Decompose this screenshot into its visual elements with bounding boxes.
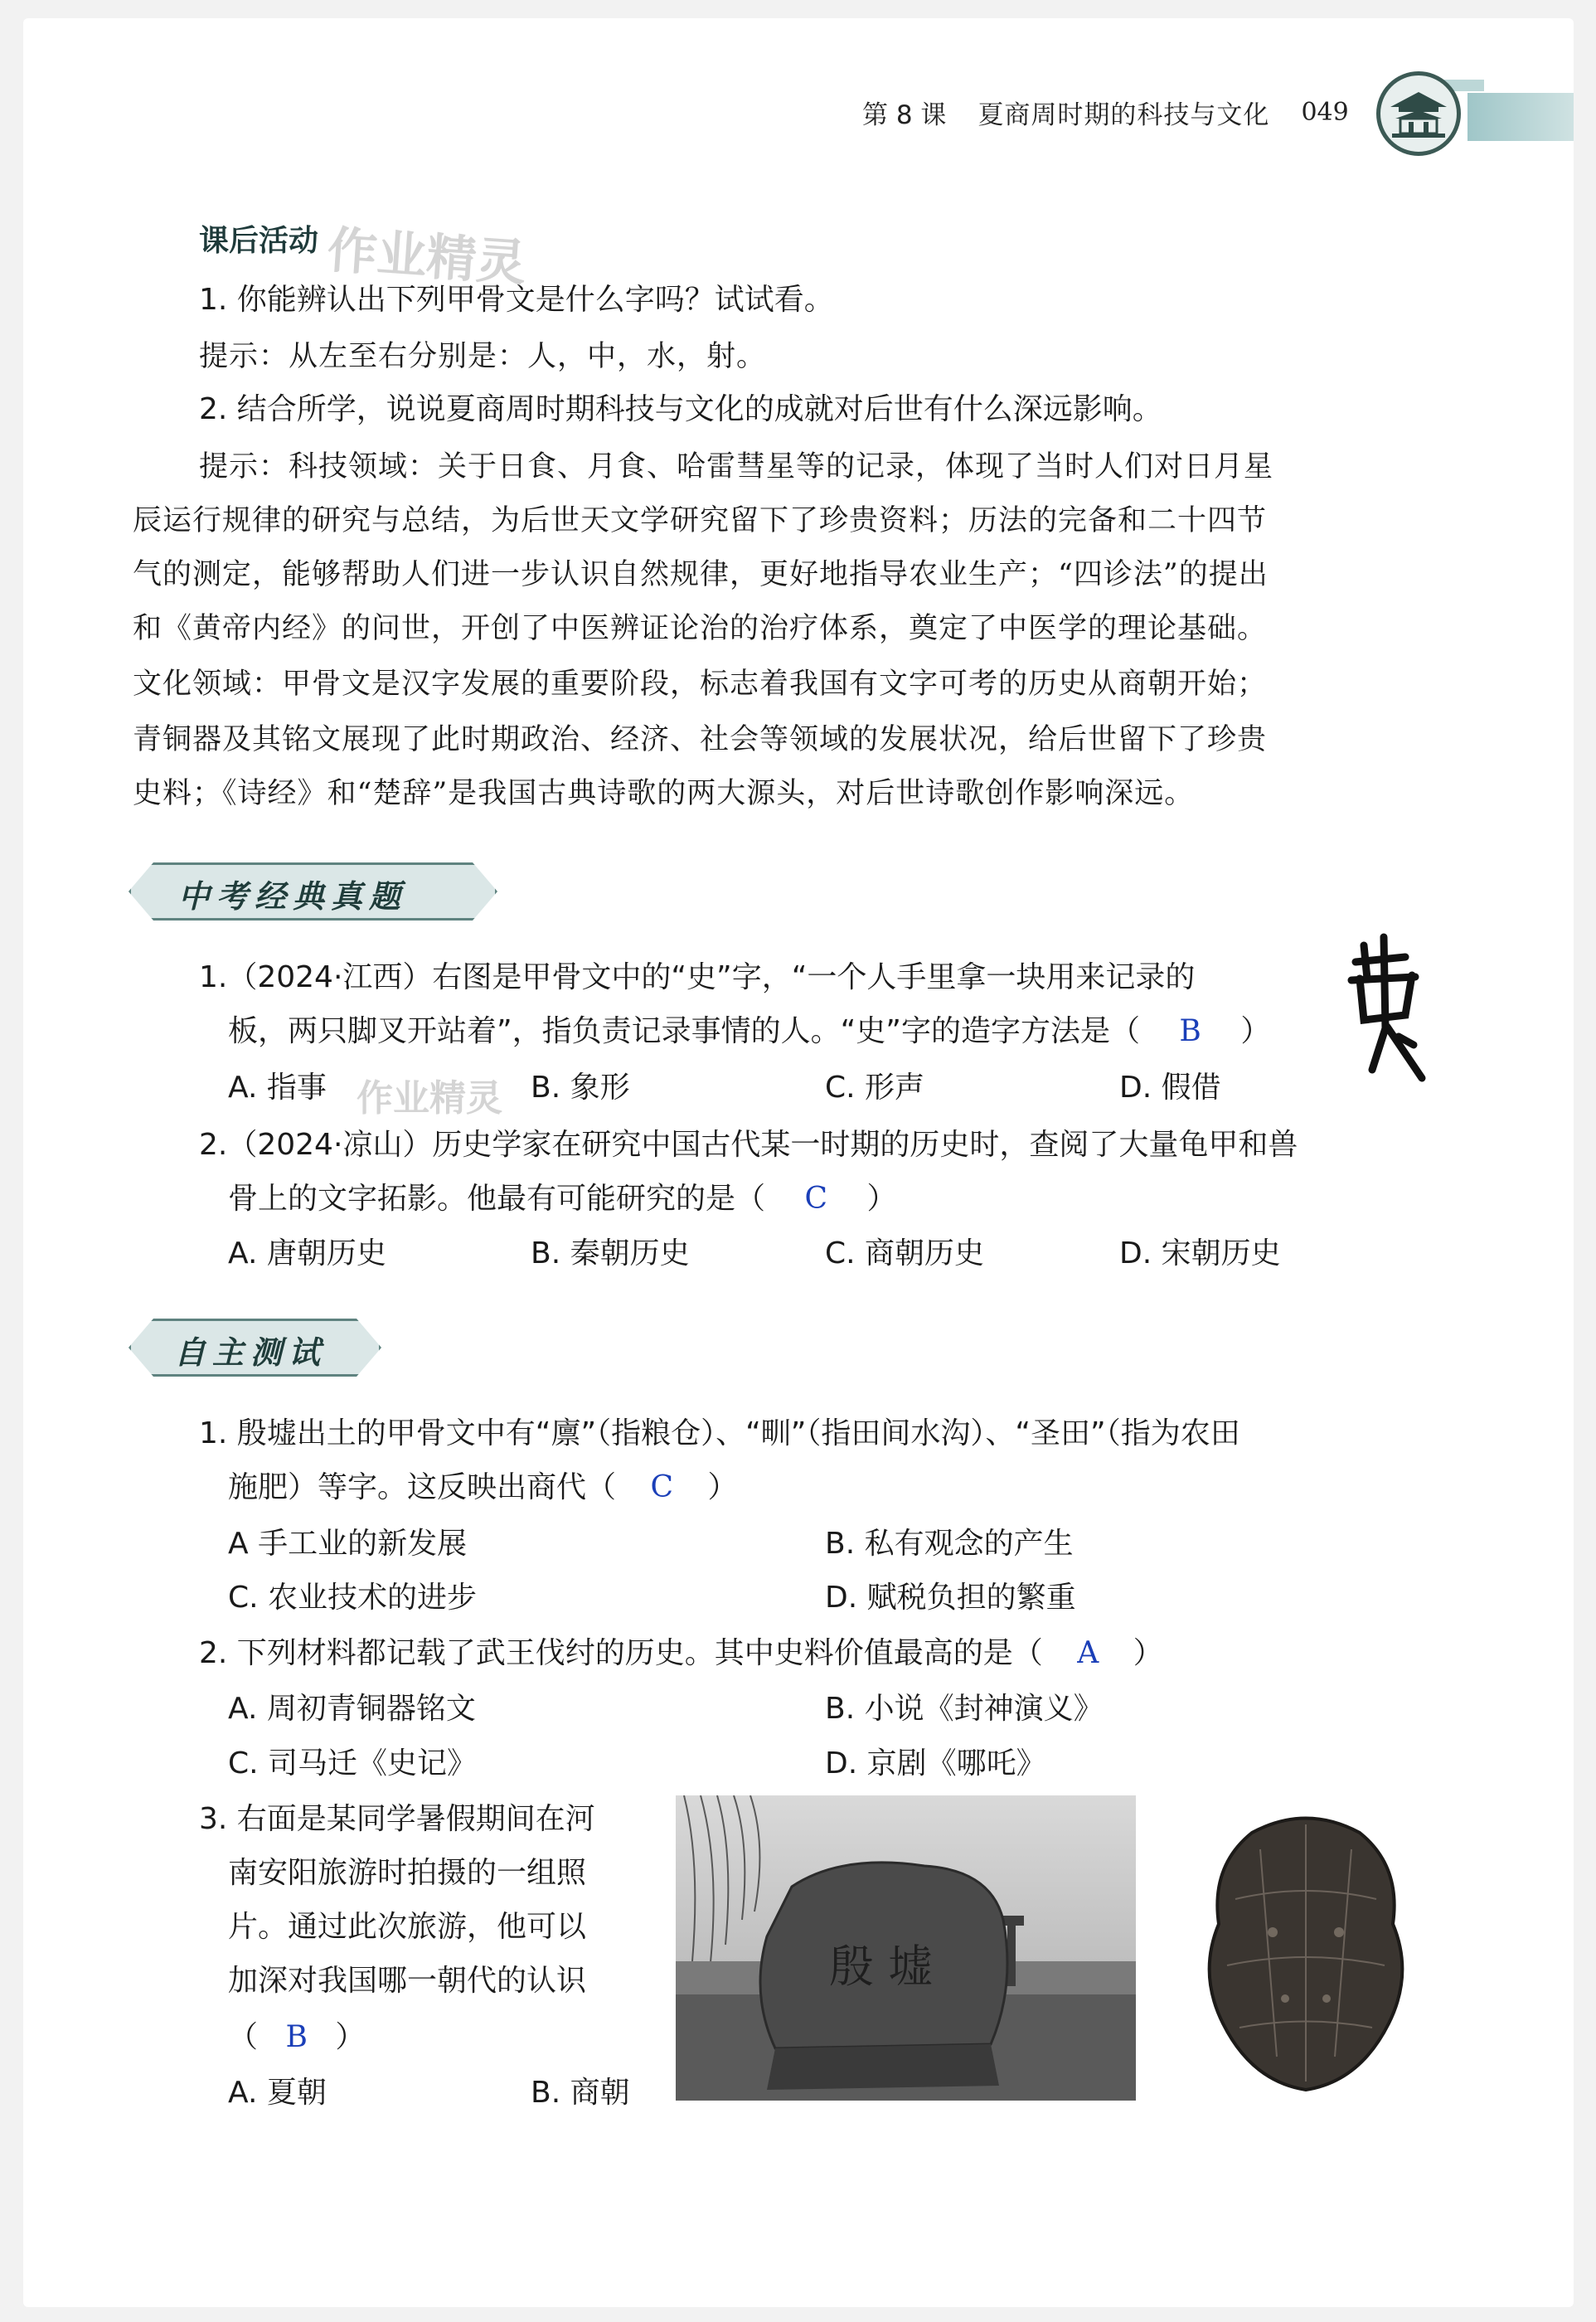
activity-hint-line: 青铜器及其铭文展现了此时期政治、经济、社会等领域的发展状况，给后世留下了珍贵: [133, 723, 1268, 756]
activity-hint-line: 气的测定，能够帮助人们进一步认识自然规律，更好地指导农业生产；“四诊法”的提出: [133, 558, 1269, 591]
answer-mark: B: [1179, 1014, 1201, 1048]
lesson-title: 夏商周时期的科技与文化: [977, 100, 1270, 130]
self-question-2: 2. 下列材料都记载了武王伐纣的历史。其中史料价值最高的是（ A ）: [199, 1636, 1163, 1670]
watermark-text: 作业精灵: [325, 221, 528, 294]
option: B. 小说《封神演义》: [825, 1692, 1104, 1726]
pavilion-icon: [1376, 71, 1461, 156]
answer-mark: B: [285, 2020, 308, 2054]
activity-hint-1: 提示：从左至右分别是：人，中，水，射。: [199, 340, 767, 373]
exam-section-title: 中考经典真题: [178, 877, 408, 915]
lesson-number: 第 8 课: [862, 100, 947, 130]
option: C. 形声: [825, 1071, 925, 1105]
after-class-heading: 课后活动: [199, 224, 319, 258]
self-question-3-line: 加深对我国哪一朝代的认识: [228, 1964, 587, 1998]
activity-hint-line: 辰运行规律的研究与总结，为后世天文学研究留下了珍贵资料；历法的完备和二十四节: [133, 504, 1268, 537]
option: B. 秦朝历史: [531, 1236, 690, 1270]
exam-question-1-line-2: 板，两只脚叉开站着”，指负责记录事情的人。“史”字的造字方法是（ B ）: [228, 1014, 1271, 1048]
answer-mark: C: [804, 1182, 828, 1216]
option: D. 假借: [1119, 1071, 1221, 1105]
option: B. 商朝: [531, 2076, 630, 2110]
option: C. 商朝历史: [825, 1236, 985, 1270]
self-test-banner: [129, 1319, 381, 1377]
activity-question-1: 1. 你能辨认出下列甲骨文是什么字吗？试试看。: [199, 283, 834, 317]
option: D. 宋朝历史: [1119, 1236, 1281, 1270]
exam-question-1-line-1: 1.（2024·江西）右图是甲骨文中的“史”字，“一个人手里拿一块用来记录的: [199, 960, 1196, 994]
option: A. 周初青铜器铭文: [228, 1692, 476, 1726]
activity-hint-line: 史料；《诗经》和“楚辞”是我国古典诗歌的两大源头，对后世诗歌创作影响深远。: [133, 777, 1195, 810]
answer-mark: A: [1077, 1636, 1099, 1670]
exam-question-2-line-2: 骨上的文字拓影。他最有可能研究的是（ C ）: [228, 1182, 897, 1216]
stone-inscription: 殷 墟: [829, 1941, 934, 1993]
exam-section-banner: [129, 862, 497, 921]
option: A. 唐朝历史: [228, 1236, 386, 1270]
self-question-3-line: 3. 右面是某同学暑假期间在河: [199, 1802, 595, 1836]
yinxu-stone-photo: [676, 1795, 1136, 2101]
self-question-1-line-1: 1. 殷墟出土的甲骨文中有“廪”（指粮仓）、“甽”（指田间水沟）、“圣田”（指为农田: [199, 1416, 1240, 1450]
page-number: 049: [1301, 97, 1349, 127]
page-header: [862, 83, 1349, 141]
self-question-1-line-2: 施肥）等字。这反映出商代（ C ）: [228, 1470, 738, 1504]
self-question-3-line: 南安阳旅游时拍摄的一组照: [228, 1856, 587, 1890]
activity-hint-line: 提示：科技领域：关于日食、月食、哈雷彗星等的记录，体现了当时人们对日月星: [199, 450, 1274, 483]
activity-question-2: 2. 结合所学，说说夏商周时期科技与文化的成就对后世有什么深远影响。: [199, 392, 1162, 426]
option: D. 赋税负担的繁重: [825, 1581, 1076, 1615]
option: A 手工业的新发展: [228, 1527, 468, 1561]
watermark-text: 作业精灵: [357, 1077, 502, 1120]
option: B. 私有观念的产生: [825, 1527, 1074, 1561]
option: D. 京剧《哪吒》: [825, 1746, 1046, 1780]
option: B. 象形: [531, 1071, 630, 1105]
option: C. 农业技术的进步: [228, 1581, 478, 1615]
answer-mark: C: [650, 1470, 674, 1504]
self-question-3-line: 片。通过此次旅游，他可以: [228, 1910, 587, 1944]
self-question-3-line: （ B ）: [228, 2020, 366, 2054]
option: C. 司马迁《史记》: [228, 1746, 478, 1780]
option: A. 夏朝: [228, 2076, 327, 2110]
activity-hint-line: 文化领域：甲骨文是汉字发展的重要阶段，标志着我国有文字可考的历史从商朝开始；: [133, 668, 1268, 701]
activity-hint-line: 和《黄帝内经》的问世，开创了中医辨证论治的治疗体系，奠定了中医学的理论基础。: [133, 612, 1268, 645]
oracle-bone-shi-character-image: [1339, 929, 1430, 1086]
oracle-bone-turtle-shell-photo: [1194, 1808, 1418, 2094]
header-decor-band: [1467, 93, 1574, 141]
self-test-title: 自主测试: [174, 1333, 327, 1371]
exam-question-2-line-1: 2.（2024·凉山）历史学家在研究中国古代某一时期的历史时，查阅了大量龟甲和兽: [199, 1128, 1298, 1162]
option: A. 指事: [228, 1071, 327, 1105]
